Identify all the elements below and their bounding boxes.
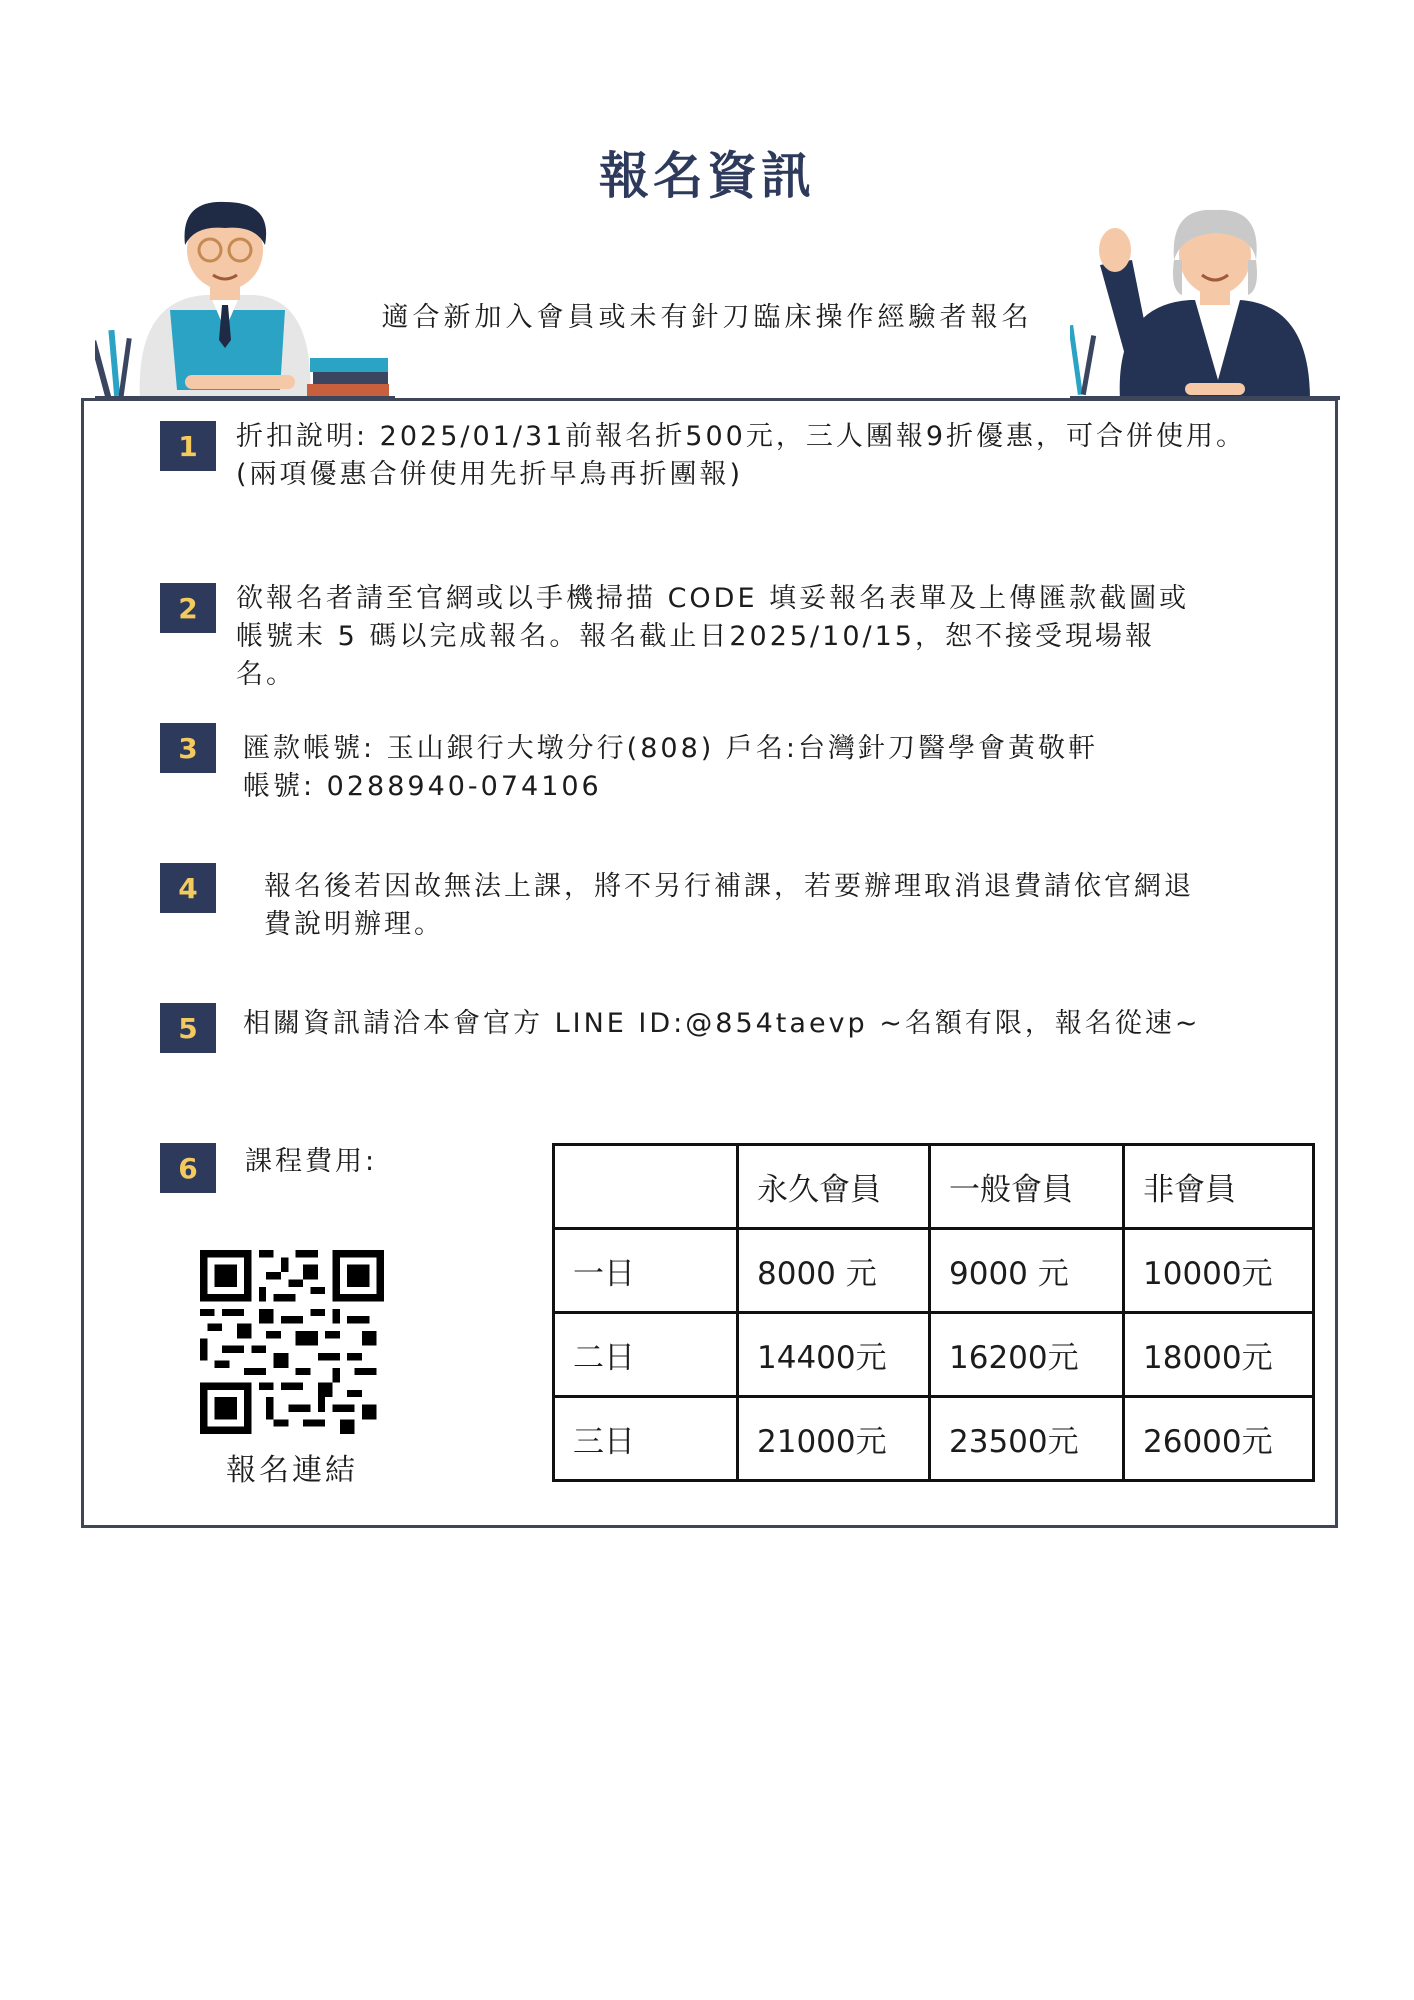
table-cell: 14400元 bbox=[738, 1313, 930, 1397]
table-cell: 21000元 bbox=[738, 1397, 930, 1481]
subtitle: 適合新加入會員或未有針刀臨床操作經驗者報名 bbox=[381, 302, 1033, 333]
item-line: 帳號末 5 碼以完成報名。報名截止日2025/10/15，恕不接受現場報 bbox=[236, 621, 1155, 652]
table-row bbox=[554, 1397, 1314, 1481]
item-line: 費說明辦理。 bbox=[264, 909, 444, 940]
qr-label: 報名連結 bbox=[226, 1453, 358, 1488]
item-line: 欲報名者請至官網或以手機掃描 CODE 填妥報名表單及上傳匯款截圖或 bbox=[236, 583, 1190, 614]
item-line: (兩項優惠合併使用先折早鳥再折團報) bbox=[236, 459, 744, 490]
registration-qr-code[interactable] bbox=[200, 1250, 384, 1434]
item-number-2: 2 bbox=[160, 583, 216, 633]
table-cell: 二日 bbox=[554, 1313, 738, 1397]
table-header-cell: 永久會員 bbox=[738, 1145, 930, 1229]
item-line: 名。 bbox=[236, 659, 296, 690]
table-cell: 8000 元 bbox=[738, 1229, 930, 1313]
table-cell: 一日 bbox=[554, 1229, 738, 1313]
table-header-cell: 一般會員 bbox=[930, 1145, 1124, 1229]
table-cell: 三日 bbox=[554, 1397, 738, 1481]
item-text-4 bbox=[264, 868, 1194, 944]
item-text-2 bbox=[236, 580, 1189, 694]
table-cell: 10000元 bbox=[1124, 1229, 1314, 1313]
table-row bbox=[554, 1229, 1314, 1313]
table-cell: 26000元 bbox=[1124, 1397, 1314, 1481]
table-cell: 18000元 bbox=[1124, 1313, 1314, 1397]
table-row bbox=[554, 1313, 1314, 1397]
table-header-cell bbox=[554, 1145, 738, 1229]
item-line: 帳號: 0288940-074106 bbox=[243, 771, 602, 802]
item-number-1: 1 bbox=[160, 421, 216, 471]
table-header-cell: 非會員 bbox=[1124, 1145, 1314, 1229]
item-line: 折扣說明: 2025/01/31前報名折500元，三人團報9折優惠，可合併使用。 bbox=[236, 421, 1247, 452]
item-text-5 bbox=[243, 1005, 1201, 1043]
item-line: 課程費用: bbox=[245, 1146, 378, 1177]
page-title: 報名資訊 bbox=[599, 147, 815, 205]
item-number-5: 5 bbox=[160, 1003, 216, 1053]
table-header-row bbox=[554, 1145, 1314, 1229]
table-cell: 16200元 bbox=[930, 1313, 1124, 1397]
item-line: 報名後若因故無法上課，將不另行補課，若要辦理取消退費請依官網退 bbox=[264, 871, 1194, 902]
table-cell: 23500元 bbox=[930, 1397, 1124, 1481]
item-number-3: 3 bbox=[160, 723, 216, 773]
item-line: 匯款帳號: 玉山銀行大墩分行(808) 戶名:台灣針刀醫學會黃敬軒 bbox=[243, 733, 1098, 764]
table-cell: 9000 元 bbox=[930, 1229, 1124, 1313]
item-text-1 bbox=[236, 418, 1246, 494]
item-text-6 bbox=[245, 1143, 377, 1181]
item-line: 相關資訊請洽本會官方 LINE ID:@854taevp ~名額有限，報名從速~ bbox=[243, 1008, 1201, 1039]
item-text-3 bbox=[243, 730, 1098, 806]
fee-table bbox=[552, 1143, 1315, 1482]
item-number-4: 4 bbox=[160, 863, 216, 913]
item-number-6: 6 bbox=[160, 1143, 216, 1193]
